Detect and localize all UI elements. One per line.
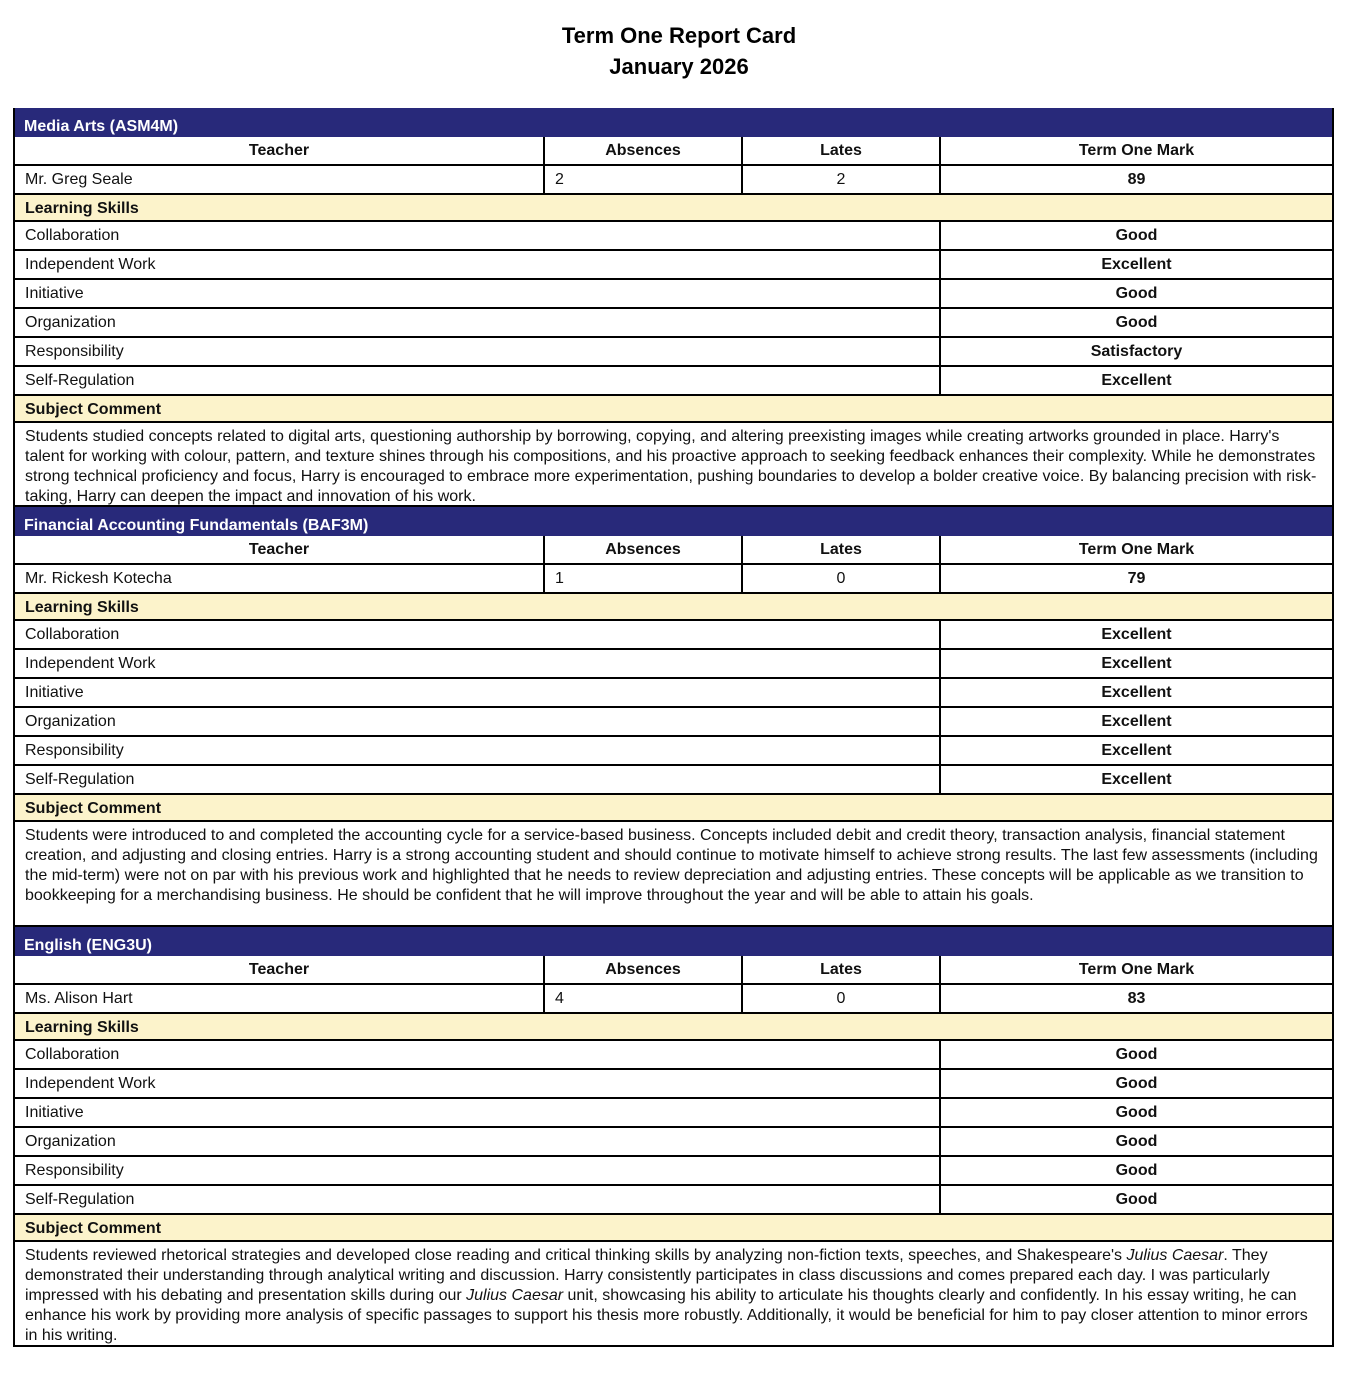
learning-skill-row	[15, 650, 1332, 679]
skill-rating: Excellent	[939, 367, 1332, 394]
skill-label: Independent Work	[25, 1074, 156, 1092]
learning-skill-row	[15, 1041, 1332, 1070]
skill-rating: Satisfactory	[939, 338, 1332, 365]
skill-rating: Excellent	[939, 737, 1332, 764]
teacher-header: Teacher	[248, 540, 310, 558]
skill-rating: Excellent	[939, 621, 1332, 648]
skill-rating: Excellent	[939, 708, 1332, 735]
report-body	[13, 108, 1334, 1347]
subject-info-row	[15, 166, 1332, 195]
skill-label: Responsibility	[25, 342, 124, 360]
learning-skill-row	[15, 766, 1332, 795]
skill-rating: Good	[939, 1157, 1332, 1184]
subject-comment-heading: Subject Comment	[15, 795, 1332, 822]
teacher-name: Ms. Alison Hart	[25, 989, 133, 1007]
absences-value: 1	[543, 565, 741, 592]
mark-header: Term One Mark	[939, 956, 1332, 983]
learning-skill-row	[15, 251, 1332, 280]
subject-comment-text	[15, 1242, 1332, 1345]
teacher-header: Teacher	[248, 960, 310, 978]
subject-info-row	[15, 985, 1332, 1014]
skill-rating: Good	[939, 1041, 1332, 1068]
subject-column-header-row	[15, 536, 1332, 565]
learning-skill-row	[15, 338, 1332, 367]
subject-section	[13, 507, 1334, 927]
lates-value: 0	[741, 985, 939, 1012]
learning-skill-row	[15, 280, 1332, 309]
learning-skill-row	[15, 1157, 1332, 1186]
learning-skills-heading: Learning Skills	[15, 1014, 1332, 1041]
learning-skill-row	[15, 621, 1332, 650]
skill-label: Initiative	[25, 284, 84, 302]
skill-rating: Good	[939, 1099, 1332, 1126]
teacher-name: Mr. Rickesh Kotecha	[25, 569, 172, 587]
skill-label: Self-Regulation	[25, 371, 135, 389]
learning-skill-row	[15, 1128, 1332, 1157]
skill-rating: Good	[939, 1128, 1332, 1155]
skill-rating: Excellent	[939, 766, 1332, 793]
comment-fragment: unit, showcasing his ability to articulate his thoughts clearly and confidently. In his essay writing, he can enhance his work by providing more analysis of specific passages to support his thesis more robustly. Additionally, it would be beneficial for him to pay closer attention to minor errors in his writing.	[25, 1287, 1308, 1344]
term-mark-value: 79	[939, 565, 1332, 592]
absences-header: Absences	[543, 137, 741, 164]
comment-title-italic: Julius Caesar	[1126, 1247, 1224, 1264]
subject-info-row	[15, 565, 1332, 594]
skill-rating: Excellent	[939, 650, 1332, 677]
skill-rating: Good	[939, 1186, 1332, 1213]
skill-rating: Good	[939, 222, 1332, 249]
skill-label: Independent Work	[25, 654, 156, 672]
learning-skill-row	[15, 679, 1332, 708]
learning-skill-row	[15, 1186, 1332, 1215]
lates-value: 2	[741, 166, 939, 193]
comment-fragment: Students reviewed rhetorical strategies and developed close reading and critical thinking skills by analyzing non-fiction texts, speeches, and Shakespeare's	[25, 1247, 1127, 1264]
learning-skill-row	[15, 222, 1332, 251]
lates-header: Lates	[741, 956, 939, 983]
comment-fragment: . They demonstrated their understanding through analytical writing and discussion. Harry consistently participates in class discussions and comes prepared each day. I was particularly impressed with his debating and presentation skills during our	[25, 1247, 1270, 1304]
learning-skill-row	[15, 309, 1332, 338]
skill-rating: Excellent	[939, 251, 1332, 278]
learning-skill-row	[15, 1099, 1332, 1128]
term-mark-value: 83	[939, 985, 1332, 1012]
teacher-name: Mr. Greg Seale	[25, 170, 133, 188]
absences-header: Absences	[543, 536, 741, 563]
subject-section	[13, 927, 1334, 1347]
teacher-header: Teacher	[248, 141, 310, 159]
skill-rating: Good	[939, 309, 1332, 336]
subject-section	[13, 108, 1334, 507]
skill-label: Self-Regulation	[25, 770, 135, 788]
subject-title: Media Arts (ASM4M)	[15, 108, 1332, 137]
report-title: Term One Report Card	[561, 23, 797, 48]
skill-label: Organization	[25, 712, 116, 730]
report-title-block	[0, 20, 1358, 82]
lates-header: Lates	[741, 536, 939, 563]
lates-header: Lates	[741, 137, 939, 164]
subject-comment-heading: Subject Comment	[15, 1215, 1332, 1242]
learning-skills-heading: Learning Skills	[15, 594, 1332, 621]
mark-header: Term One Mark	[939, 137, 1332, 164]
learning-skill-row	[15, 367, 1332, 396]
lates-value: 0	[741, 565, 939, 592]
learning-skill-row	[15, 737, 1332, 766]
absences-value: 2	[543, 166, 741, 193]
learning-skill-row	[15, 1070, 1332, 1099]
subject-comment-text: Students were introduced to and completed the accounting cycle for a service-based business. Concepts included debit and credit theory, transaction analysis, financial statement creation, and adjusting and closing entries. Harry is a strong accounting student and should continue to motivate himself to achieve strong results. The last few assessments (including the mid-term) were not on par with his previous work and highlighted that he needs to review depreciation and adjusting entries. These concepts will be applicable as we transition to bookkeeping for a merchandising business. He should be confident that he will improve throughout the year and will be able to attain his goals.	[25, 827, 1318, 904]
skill-label: Collaboration	[25, 226, 120, 244]
subject-comment-text: Students studied concepts related to digital arts, questioning authorship by borrowing, copying, and altering preexisting images while creating artworks grounded in place. Harry's talent for working with colour, pattern, and texture shines through his compositions, and his proactive approach to seeking feedback enhances their complexity. While he demonstrates strong technical proficiency and focus, Harry is encouraged to embrace more experimentation, pushing boundaries to develop a bolder creative voice. By balancing precision with risk-taking, Harry can deepen the impact and innovation of his work.	[25, 428, 1317, 505]
absences-value: 4	[543, 985, 741, 1012]
learning-skill-row	[15, 708, 1332, 737]
skill-label: Independent Work	[25, 255, 156, 273]
skill-label: Initiative	[25, 683, 84, 701]
skill-rating: Good	[939, 280, 1332, 307]
absences-header: Absences	[543, 956, 741, 983]
comment-title-italic: Julius Caesar	[466, 1287, 564, 1304]
skill-label: Organization	[25, 313, 116, 331]
skill-rating: Good	[939, 1070, 1332, 1097]
subject-title: English (ENG3U)	[15, 927, 1332, 956]
skill-label: Responsibility	[25, 741, 124, 759]
skill-rating: Excellent	[939, 679, 1332, 706]
subject-column-header-row	[15, 956, 1332, 985]
mark-header: Term One Mark	[939, 536, 1332, 563]
term-mark-value: 89	[939, 166, 1332, 193]
skill-label: Responsibility	[25, 1161, 124, 1179]
skill-label: Organization	[25, 1132, 116, 1150]
subject-title: Financial Accounting Fundamentals (BAF3M)	[15, 507, 1332, 536]
subject-comment-heading: Subject Comment	[15, 396, 1332, 423]
skill-label: Collaboration	[25, 1045, 120, 1063]
learning-skills-heading: Learning Skills	[15, 195, 1332, 222]
skill-label: Initiative	[25, 1103, 84, 1121]
skill-label: Collaboration	[25, 625, 120, 643]
subject-column-header-row	[15, 137, 1332, 166]
skill-label: Self-Regulation	[25, 1190, 135, 1208]
report-date: January 2026	[609, 54, 749, 79]
